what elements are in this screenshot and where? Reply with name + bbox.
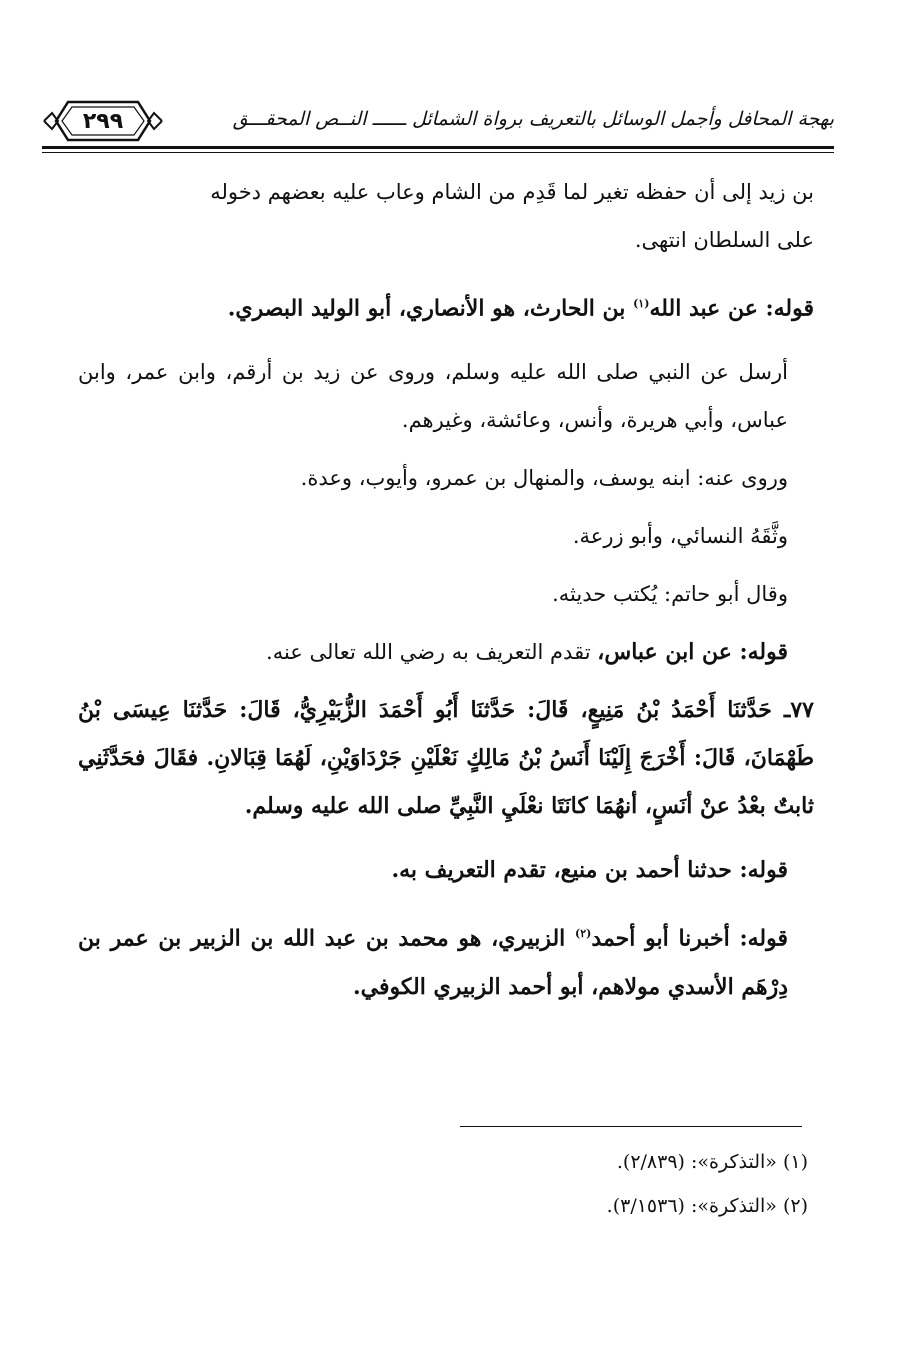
heading-text: الزبيري، هو محمد بن عبد الله بن الزبير بن عمر بن دِرْهَم الأسدي مولاهم، أبو أحمد الزبيري الكوفي. bbox=[78, 925, 788, 1000]
footnote-ref[interactable]: (٢) bbox=[575, 927, 592, 941]
paragraph: أرسل عن النبي صلى الله عليه وسلم، وروى عن زيد بن أرقم، وابن عمر، وابن عباس، وأبي هريرة، وأنس، وعائشة، وغيرهم. bbox=[78, 360, 788, 433]
footnotes bbox=[78, 1140, 808, 1228]
page-number: ٢٩٩ bbox=[82, 108, 124, 134]
paragraph-ibn-abbas bbox=[78, 628, 814, 676]
footnote: (٢) «التذكرة»: (٣/١٥٣٦). bbox=[606, 1195, 808, 1217]
page-number-badge bbox=[42, 98, 164, 144]
paragraph-line: على السلطان انتهى. bbox=[634, 228, 814, 252]
heading-zubayri bbox=[78, 910, 814, 1010]
paragraph-line: بن زيد إلى أن حفظه تغير لما قَدِم من الشام وعاب عليه بعضهم دخوله bbox=[210, 180, 814, 204]
heading-ahmad: قوله: حدثنا أحمد بن منيع، تقدم التعريف به. bbox=[391, 857, 788, 884]
paragraph: وقال أبو حاتم: يُكتب حديثه. bbox=[552, 582, 788, 607]
bold-lead: قوله: عن ابن عباس، bbox=[597, 639, 788, 666]
paragraph: وروى عنه: ابنه يوسف، والمنهال بن عمرو، وأيوب، وعدة. bbox=[300, 466, 788, 491]
hadith-text: ٧٧ـ حَدَّثنَا أَحْمَدُ بْنُ مَنِيعٍ، قَالَ: حَدَّثنَا أَبُو أَحْمَدَ الزُّبَيْرِيُّ، قَالَ: حَدَّثنَا عِيسَى بْنُ طَهْمَانَ، قَالَ: أَخْرَجَ إِلَيْنَا أَنَسُ بْنُ مَالِكٍ نَعْلَيْنِ جَرْدَاوَيْنِ، لَهُمَا قِبَالانِ. فقَالَ فحَدَّثَنِي ثابتٌ بعْدُ عنْ أنَسٍ، أنهُمَا كانَتَا نعْلَيِ النَّبِيِّ صلى الله عليه وسلم. bbox=[78, 697, 814, 820]
paragraph: وثَّقَهُ النسائي، وأبو زرعة. bbox=[572, 524, 788, 549]
paragraph-text: تقدم التعريف به رضي الله تعالى عنه. bbox=[266, 640, 598, 665]
header-rule bbox=[42, 146, 834, 149]
page-header bbox=[42, 96, 834, 158]
heading-text: قوله: أخبرنا أبو أحمد bbox=[591, 925, 788, 952]
header-rule-thin bbox=[42, 152, 834, 153]
heading-text: بن الحارث، هو الأنصاري، أبو الوليد البصري. bbox=[227, 295, 634, 322]
footnote-separator bbox=[460, 1126, 802, 1127]
heading-abdullah bbox=[78, 280, 814, 332]
heading-text: قوله: عن عبد الله bbox=[649, 295, 814, 322]
footnote-ref[interactable]: (١) bbox=[633, 297, 650, 310]
main-text bbox=[78, 168, 814, 1011]
footnote: (١) «التذكرة»: (٢/٨٣٩). bbox=[616, 1151, 808, 1173]
running-title: بهجة المحافل وأجمل الوسائل بالتعريف برواة الشمائل ــــــ النــص المحقـــق bbox=[232, 108, 834, 130]
